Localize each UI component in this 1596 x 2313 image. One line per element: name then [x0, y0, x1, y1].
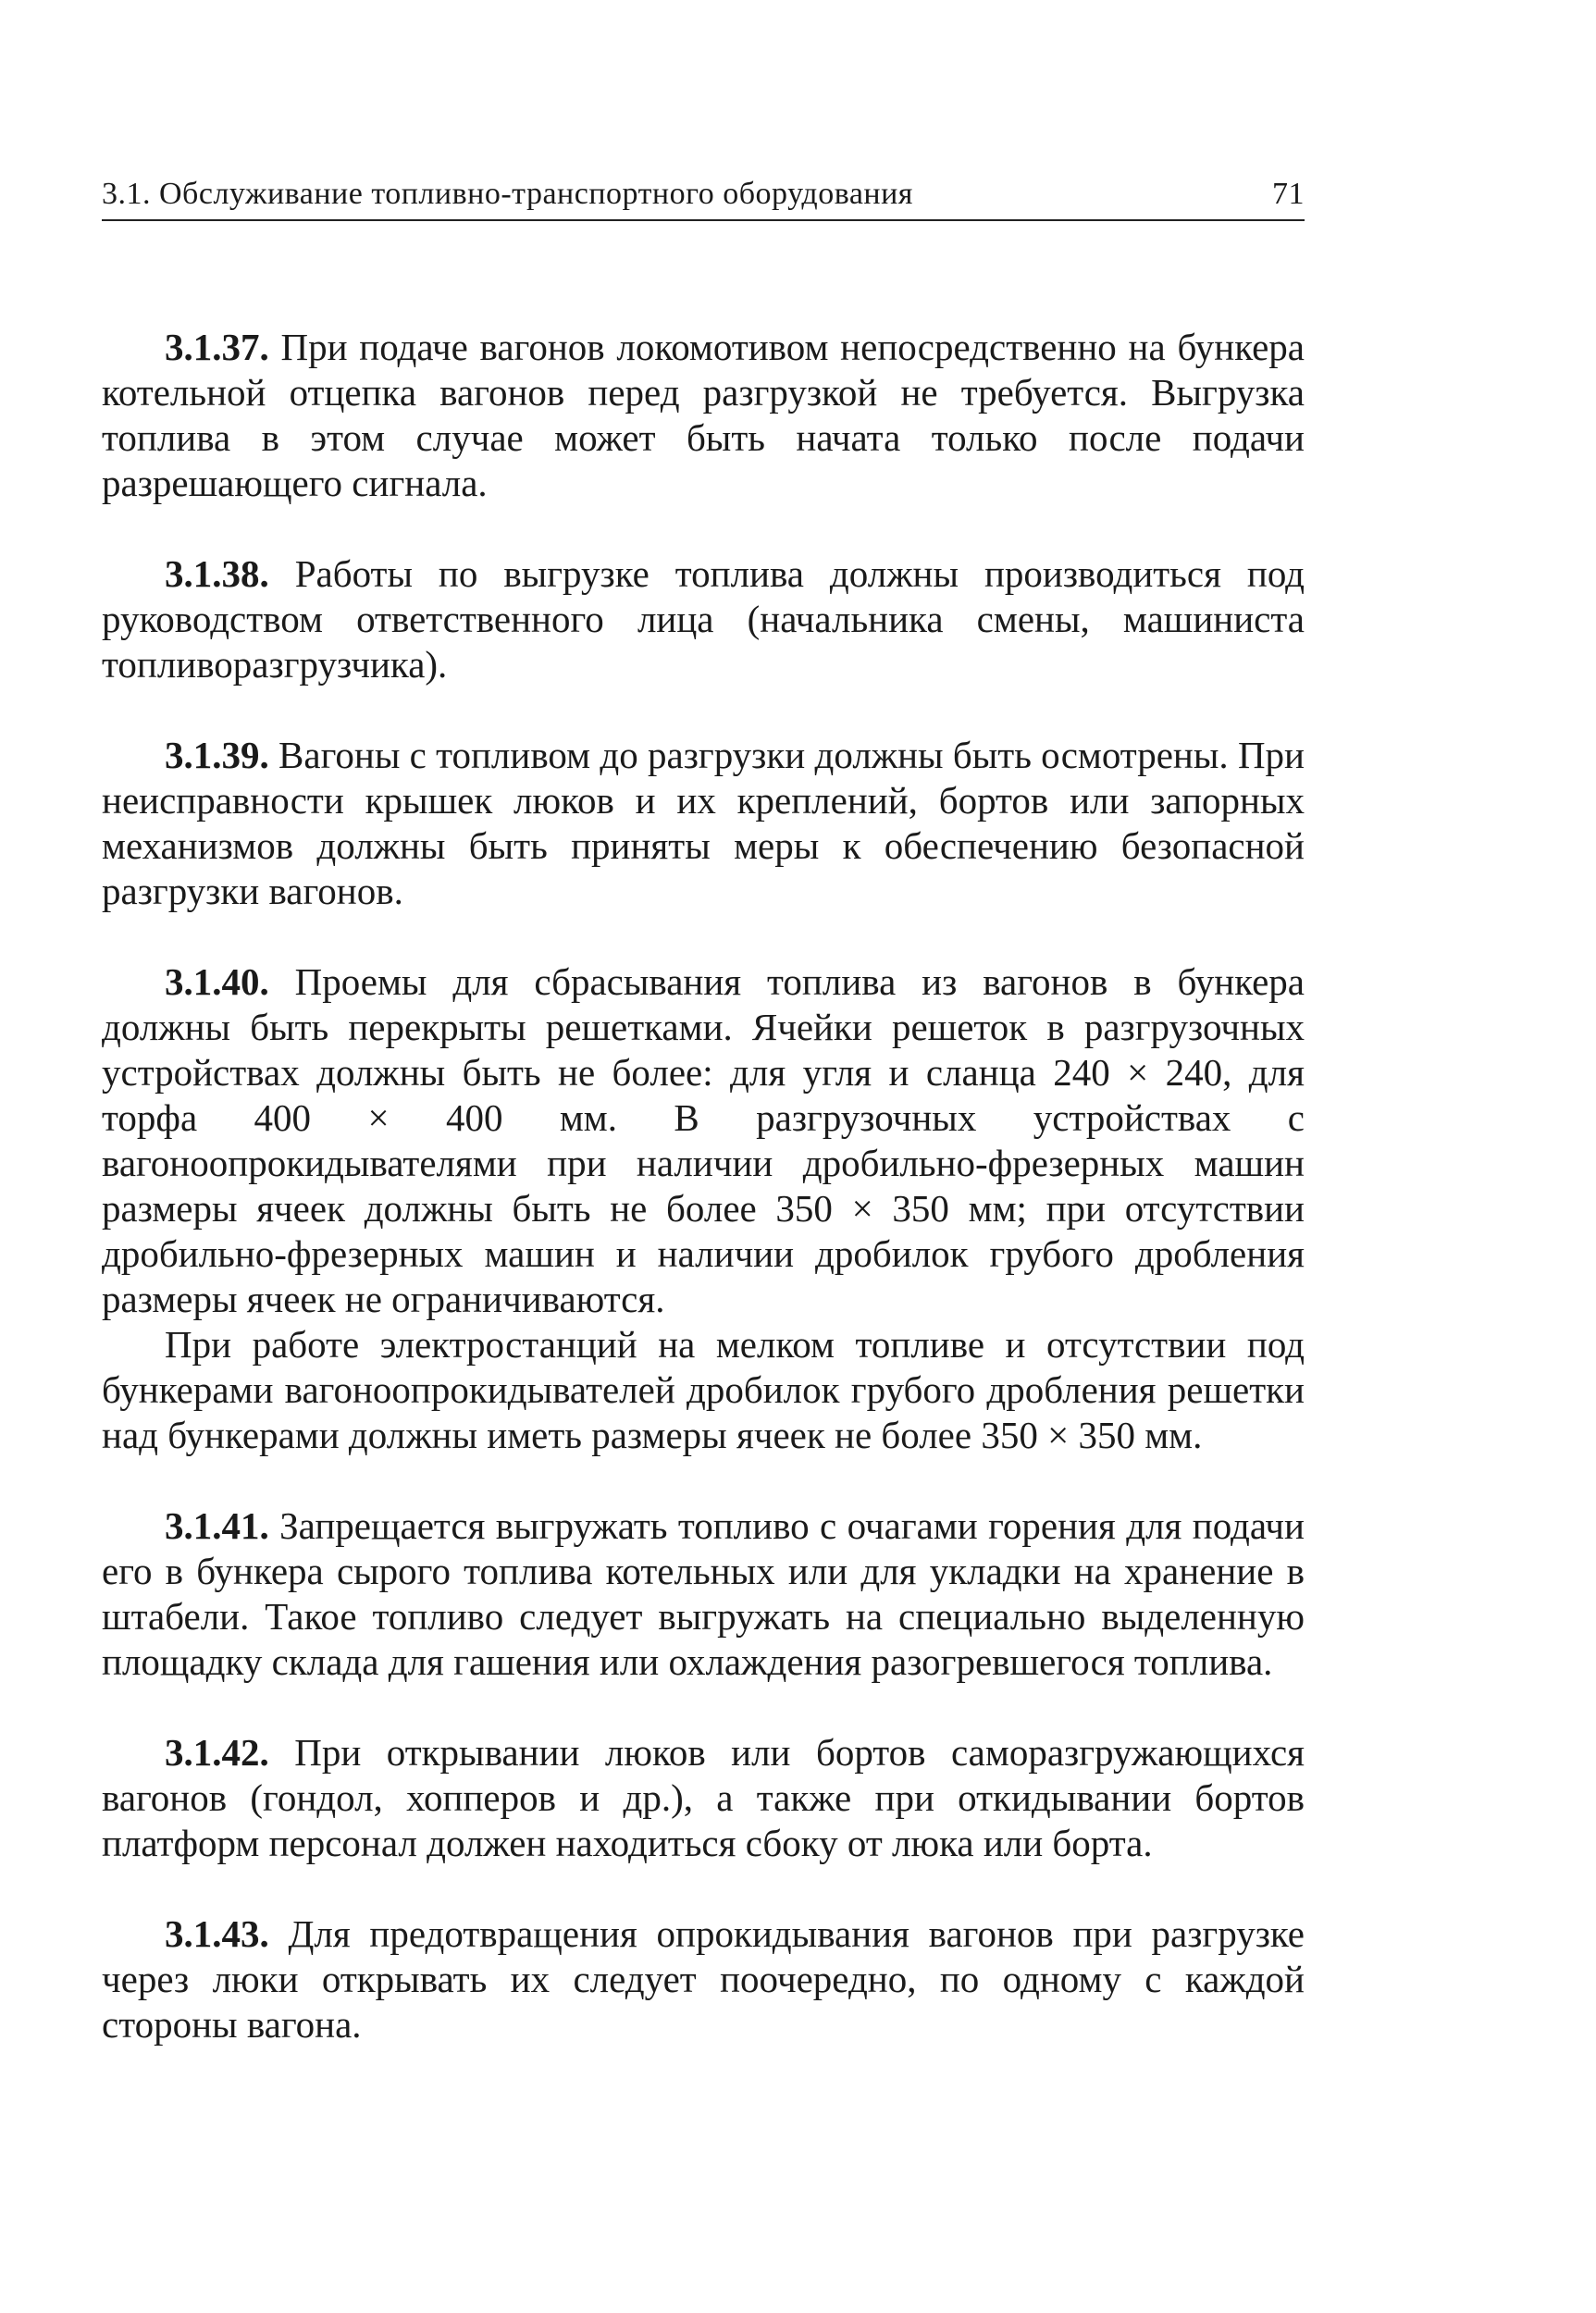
section-number: 3.1.43.: [165, 1912, 269, 1955]
section-number: 3.1.41.: [165, 1504, 269, 1547]
section-3-1-43: [102, 1911, 1305, 2047]
section-number: 3.1.40.: [165, 960, 269, 1003]
section-text: Проемы для сбрасывания топлива из вагонов в бункера должны быть перекрыты решетками. Ячейки решеток в разгрузочных устройствах должны быть не более: для угля и сланца 240 × 240, для торфа 400 × 400 мм. В разгрузочных устройствах с вагоноопрокидывателями при наличии дробильно-фрезерных машин размеры ячеек должны быть не более 350 × 350 мм; при отсутствии дробильно-фрезерных машин и наличии дробилок грубого дробления размеры ячеек не ограничиваются.: [102, 960, 1305, 1320]
section-text: Вагоны с топливом до разгрузки должны быть осмотрены. При неисправности крышек люков и их креплений, бортов или запорных механизмов должны быть приняты меры к обеспечению безопасной разгрузки вагонов.: [102, 734, 1305, 912]
document-body: [102, 325, 1305, 2047]
section-3-1-42: [102, 1730, 1305, 1866]
header-title: 3.1. Обслуживание топливно-транспортного оборудования: [102, 177, 913, 211]
running-header: [102, 162, 1305, 221]
section-number: 3.1.38.: [165, 552, 269, 595]
section-text: При открывании люков или бортов саморазгружающихся вагонов (гондол, хопперов и др.), а также при откидывании бортов платформ персонал должен находиться сбоку от люка или борта.: [102, 1731, 1305, 1864]
section-number: 3.1.37.: [165, 326, 269, 368]
section-text: При подаче вагонов локомотивом непосредственно на бункера котельной отцепка вагонов перед разгрузкой не требуется. Выгрузка топлива в этом случае может быть начата только после подачи разрешающего сигнала.: [102, 326, 1305, 504]
section-3-1-37: [102, 325, 1305, 506]
document-page: [102, 162, 1305, 2093]
section-3-1-40: [102, 959, 1305, 1322]
section-number: 3.1.42.: [165, 1731, 269, 1774]
section-text: Работы по выгрузке топлива должны производиться под руководством ответственного лица (начальника смены, машиниста топливоразгрузчика).: [102, 552, 1305, 686]
section-3-1-38: [102, 551, 1305, 687]
section-text: Для предотвращения опрокидывания вагонов при разгрузке через люки открывать их следует поочередно, по одному с каждой стороны вагона.: [102, 1912, 1305, 2046]
section-3-1-41: [102, 1503, 1305, 1685]
page-number: 71: [1272, 177, 1305, 211]
section-3-1-40-continuation: [102, 1322, 1305, 1458]
section-number: 3.1.39.: [165, 734, 269, 776]
section-text: Запрещается выгружать топливо с очагами горения для подачи его в бункера сырого топлива котельных или для укладки на хранение в штабели. Такое топливо следует выгружать на специально выделенную площадку склада для гашения или охлаждения разогревшегося топлива.: [102, 1504, 1305, 1683]
section-3-1-39: [102, 733, 1305, 914]
section-continuation-text: При работе электростанций на мелком топливе и отсутствии под бункерами вагоноопрокидывателей дробилок грубого дробления решетки над бункерами должны иметь размеры ячеек не более 350 × 350 мм.: [102, 1323, 1305, 1456]
